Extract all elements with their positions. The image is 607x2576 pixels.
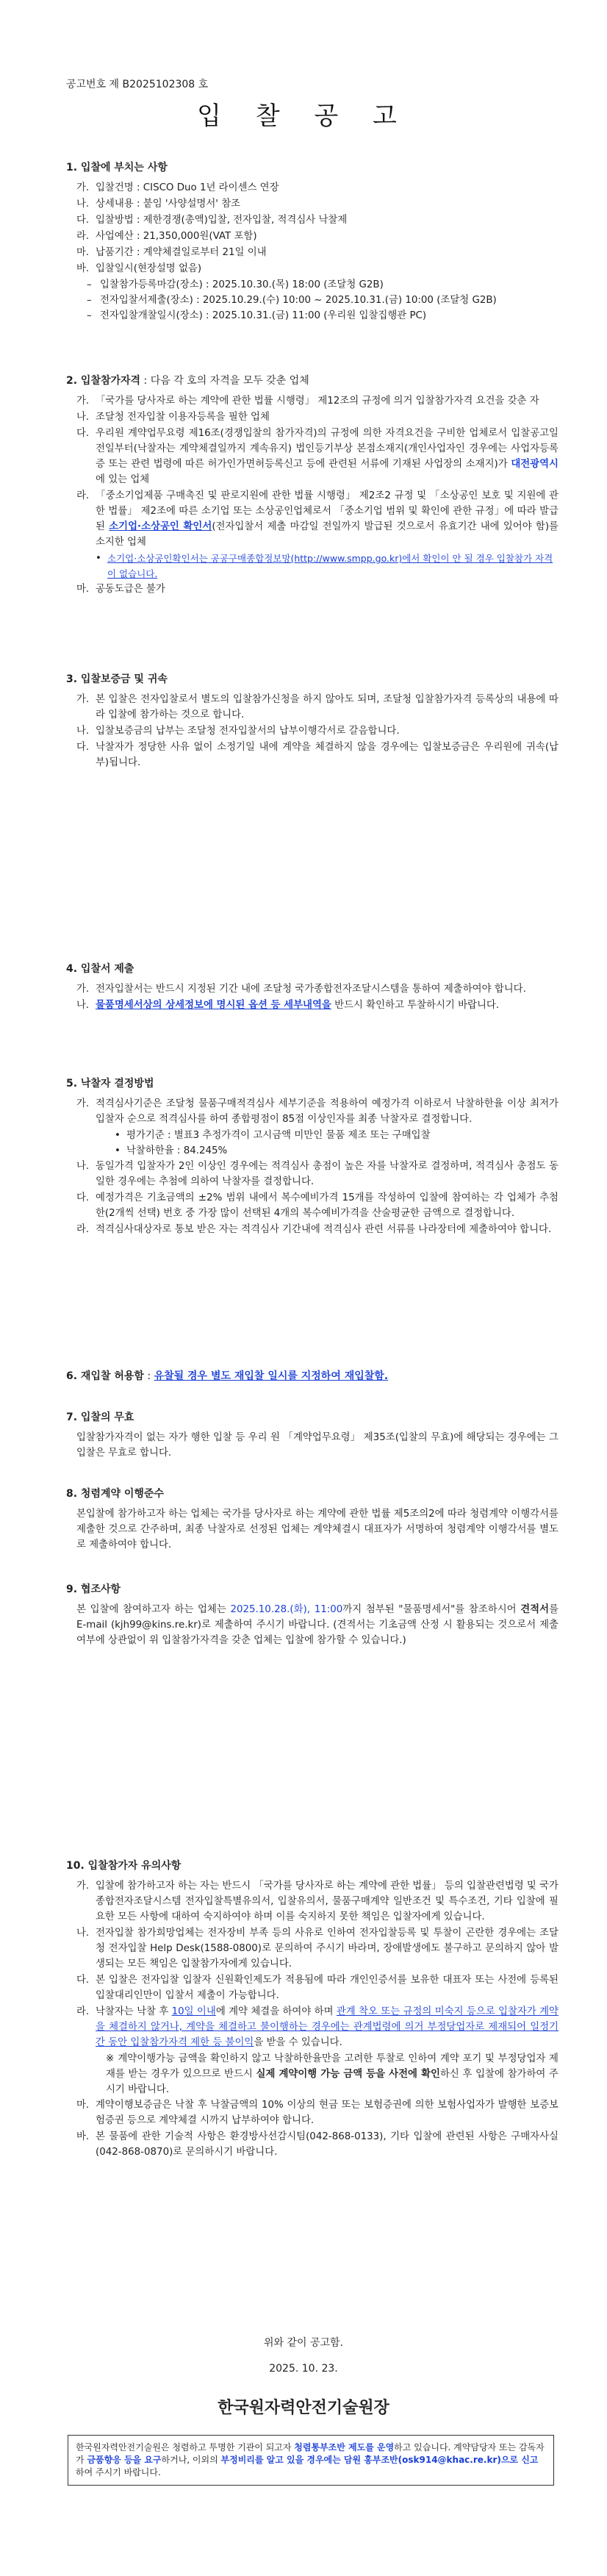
s9-text: 본 입찰에 참여하고자 하는 업체는 2025.10.28.(화), 11:00까지 첨부된 "물품명세서"를 참조하시어 견적서를 E-mail (kjh99@kins.re.kr)로 제출하여 주시기 바랍니다. (견적서는 기초금액 산정 시 활용되는 것으로서 제출 여부에 상관없이 위 입찰참가자격을 갖춘 업체는 입찰에 참가할 수 있습니다.)	[76, 1604, 558, 1646]
section-1	[66, 160, 558, 323]
integrity-notice-box: 한국원자력안전기술원은 청렴하고 투명한 기관이 되고자 청렴통부조반 제도를 운영하고 있습니다. 계약담당자 또는 감독자가 금품향응 등을 요구하거나, 이외의 부정비리를 알고 있을 경우에는 담원 홍부조반(osk914@khac.re.kr)으로 신고하여 주시기 바랍니다.	[68, 2435, 554, 2486]
section-8-heading: 8. 청렴계약 이행준수	[66, 1488, 164, 1500]
section-7-heading: 7. 입찰의 무효	[66, 1412, 134, 1423]
s1-item-ga: 가. 입찰건명 : CISCO Duo 1년 라이센스 연장	[76, 182, 279, 193]
s2-item-da: 다. 우리원 계약업무요령 제16조(경쟁입찰의 참가자격)의 규정에 의한 자격요건을 구비한 업체로서 입찰공고일 전일부터(낙찰자는 계약체결일까지 계속유지) 법인등기부상 본점소재지(개인사업자인 경우에는 사업자등록증 또는 관련 법령에 따른 허가인가면허등록신고 등에 관련된 서류에 기재된 사업장의 소재지)가 대전광역시에 있는 업체	[76, 428, 558, 485]
s1-schedule-1: – 입찰참가등록마감(장소) : 2025.10.30.(목) 18:00 (조달청 G2B)	[87, 279, 384, 290]
section-3-heading: 3. 입찰보증금 및 귀속	[66, 673, 168, 685]
notice-number: 공고번호 제 B2025102308 호	[66, 79, 209, 90]
section-10-heading: 10. 입찰참가자 유의사항	[66, 1860, 182, 1872]
s4-item-ga: 가. 전자입찰서는 반드시 지정된 기간 내에 조달청 국가종합전자조달시스템을 통하여 제출하여야 합니다.	[76, 984, 526, 995]
s4-item-na: 나. 물품명세서상의 상세정보에 명시된 옵션 등 세부내역을 반드시 확인하고 투찰하시기 바랍니다.	[76, 1000, 500, 1011]
section-3	[66, 672, 558, 771]
s10-item-ba: 바. 본 물품에 관한 기술적 사항은 환경방사선감시팀(042-868-0133), 기타 입찰에 관련된 사항은 구매자사실(042-868-0870)로 문의하시기 바랍니다.	[76, 2131, 558, 2158]
section-8	[66, 1486, 558, 1553]
s1-item-ma: 마. 납품기간 : 계약체결일로부터 21일 이내	[76, 247, 267, 258]
section-2-heading: 2. 입찰참가자격 : 다음 각 호의 자격을 모두 갖춘 업체	[66, 375, 309, 387]
s7-text: 입찰참가자격이 없는 자가 행한 입찰 등 우리 원 「계약업무요령」 제35조(입찰의 무효)에 해당되는 경우에는 그 입찰은 무효로 합니다.	[76, 1432, 558, 1459]
section-4-heading: 4. 입찰서 제출	[66, 963, 134, 975]
section-6-heading: 6. 재입찰 허용함 : 유찰될 경우 별도 재입찰 일시를 지정하여 재입찰함.	[66, 1370, 389, 1382]
section-6	[66, 1369, 558, 1389]
s3-item-ga: 가. 본 입찰은 전자입찰로서 별도의 입찰참가신청을 하지 않아도 되며, 조달청 입찰참가자격 등록상의 내용에 따라 입찰에 참가하는 것으로 합니다.	[76, 694, 558, 720]
s1-item-da: 다. 입찰방법 : 제한경쟁(총액)입찰, 전자입찰, 적격심사 낙찰제	[76, 215, 348, 226]
smpp-link[interactable]: 소기업·소상공인확인서는 공공구매종합정보망(http://www.smpp.go.kr)에서 확인이 안 될 경우 입찰참가 자격이 없습니다.	[107, 553, 553, 579]
s2-item-na: 나. 조달청 전자입찰 이용자등록을 필한 업체	[76, 412, 270, 423]
section-4	[66, 962, 558, 1014]
s3-item-da: 다. 낙찰자가 정당한 사유 없이 소정기일 내에 계약을 체결하지 않을 경우에는 입찰보증금은 우리원에 귀속(납부)됩니다.	[76, 742, 558, 768]
s1-item-na: 나. 상세내용 : 붙임 '사양설명서' 참조	[76, 198, 241, 210]
section-9-heading: 9. 협조사항	[66, 1584, 121, 1595]
notice-date: 2025. 10. 23.	[269, 2363, 338, 2375]
page-title: 입 찰 공 고	[197, 101, 410, 131]
section-5	[66, 1076, 558, 1238]
section-5-heading: 5. 낙찰자 결정방법	[66, 1078, 154, 1090]
s10-item-ma: 마. 계약이행보증금은 낙찰 후 낙찰금액의 10% 이상의 현금 또는 보험증권에 의한 보험사업자가 발행한 보증보험증권 등으로 계약체결 시까지 납부하여야 합니다.	[76, 2100, 558, 2126]
s1-item-ba: 바. 입찰일시(현장설명 없음)	[76, 263, 202, 274]
s5-item-ga: 가. 적격심사기준은 조달청 물품구매적격심사 세부기준을 적용하여 예정가격 이하로서 낙찰하한율 이상 최저가 입찰자 순으로 적격심사를 하여 종합평점이 85점 이상인자를 최종 낙찰자로 결정합니다.	[76, 1098, 558, 1125]
s2-note: • 소기업·소상공인확인서는 공공구매종합정보망(http://www.smpp.go.kr)에서 확인이 안 될 경우 입찰참가 자격이 없습니다.	[66, 551, 558, 582]
issuing-organization: 한국원자력안전기술원장	[218, 2399, 389, 2417]
s3-item-na: 나. 입찰보증금의 납부는 조달청 전자입찰서의 납부이행각서로 갈음합니다.	[76, 726, 400, 737]
s10-item-ra: 라. 낙찰자는 낙찰 후 10일 이내에 계약 체결을 하여야 하며 관계 착오 또는 규정의 미숙지 등으로 입찰자가 계약을 체결하지 않거나, 계약을 체결하고 불이행하는 경우에는 관계법령에 의거 부정당업자로 제재되어 일정기간 동안 입찰참가자격 제한 등 불이익을 받을 수 있습니다.	[76, 2006, 558, 2048]
s10-item-da: 다. 본 입찰은 전자입찰 입찰자 신원확인제도가 적용됨에 따라 개인인증서를 보유한 대표자 또는 사전에 등록된 입찰대리인만이 입찰서 제출이 가능합니다.	[76, 1975, 558, 2001]
section-2	[66, 373, 558, 598]
section-9	[66, 1582, 558, 1648]
s5-item-na: 나. 동일가격 입찰자가 2인 이상인 경우에는 적격심사 총점이 높은 자를 낙찰자로 결정하며, 적격심사 총점도 동일한 경우에는 추첨에 의하여 낙찰자를 결정합니다.	[76, 1161, 558, 1187]
s10-ra-note: ※ 계약이행가능 금액을 확인하지 않고 낙찰하한율만을 고려한 투찰로 인하여 계약 포기 및 부정당업자 제재를 받는 경우가 있으므로 반드시 실제 계약이행 가능 금액 등을 사전에 확인하신 후 입찰에 참가하여 주시기 바랍니다.	[106, 2053, 558, 2095]
s1-item-ra: 라. 사업예산 : 21,350,000원(VAT 포함)	[76, 231, 257, 242]
s2-item-ga: 가. 「국가를 당사자로 하는 계약에 관한 법률 시행령」 제12조의 규정에 의거 입찰참가자격 요건을 갖춘 자	[76, 396, 539, 407]
s8-text: 본입찰에 참가하고자 하는 업체는 국가를 당사자로 하는 계약에 관한 법률 제5조의2에 따라 청렴계약 이행각서를 제출한 것으로 간주하며, 최종 낙찰자로 선정된 업체는 계약체결시 대표자가 서명하여 청렴계약 이행각서를 별도로 제출하여야 합니다.	[76, 1509, 558, 1550]
section-10	[66, 1858, 558, 2161]
section-1-heading: 1. 입찰에 부치는 사항	[66, 162, 168, 173]
s5-bullet-2: • 낙찰하한율 : 84.245%	[115, 1145, 228, 1156]
s1-schedule-3: – 전자입찰개찰일시(장소) : 2025.10.31.(금) 11:00 (우리원 입찰집행관 PC)	[87, 310, 427, 321]
section-7	[66, 1410, 558, 1461]
s5-bullet-1: • 평가기준 : 별표3 추정가격이 고시금액 미만인 물품 제조 또는 구매입찰	[115, 1130, 431, 1141]
s10-item-na: 나. 전자입찰 참가희망업체는 전자장비 부족 등의 사유로 인하여 전자입찰등록 및 투찰이 곤란한 경우에는 조달청 전자입찰 Help Desk(1588-0800)로 문의하여 주시기 바라며, 장애발생에도 불구하고 문의하지 않아 발생되는 모든 책임은 입찰참가자에게 있습니다.	[76, 1928, 558, 1969]
s2-item-ra: 라. 「중소기업제품 구매촉진 및 판로지원에 관한 법률 시행령」 제2조2 규정 및 「소상공인 보호 및 지원에 관한 법률」 제2조에 따른 소기업 또는 소상공인업체로서 「중소기업 범위 및 확인에 관한 규정」에 따라 발급된 소기업·소상공인 확인서(전자입찰서 제출 마감일 전일까지 발급된 것으로서 유효기간 내에 있어야 함)를 소지한 업체	[76, 490, 558, 548]
closing-statement: 위와 같이 공고함.	[263, 2337, 344, 2349]
s10-item-ga: 가. 입찰에 참가하고자 하는 자는 반드시 「국가를 당사자로 하는 계약에 관한 법률」 등의 입찰관련법령 및 국가종합전자조달시스템 전자입찰특별유의서, 입찰유의서, 물품구매계약 일반조건 및 특수조건, 기타 입찰에 필요한 모든 사항에 대하여 숙지하여야 하며 이를 숙지하지 못한 책임은 입찰자에게 있습니다.	[76, 1881, 558, 1922]
s2-item-ma: 마. 공동도급은 불가	[76, 584, 165, 595]
s5-item-ra: 라. 적격심사대상자로 통보 받은 자는 적격심사 기간내에 적격심사 관련 서류를 나라장터에 제출하여야 합니다.	[76, 1224, 552, 1235]
s1-schedule-2: – 전자입찰서제출(장소) : 2025.10.29.(수) 10:00 ~ 2025.10.31.(금) 10:00 (조달청 G2B)	[87, 295, 497, 306]
s5-item-da: 다. 예정가격은 기초금액의 ±2% 범위 내에서 복수예비가격 15개를 작성하여 입찰에 참여하는 각 업체가 추첨한(2개씩 선택) 번호 중 가장 많이 선택된 4개의 복수예비가격을 산술평균한 금액으로 결정합니다.	[76, 1192, 558, 1219]
